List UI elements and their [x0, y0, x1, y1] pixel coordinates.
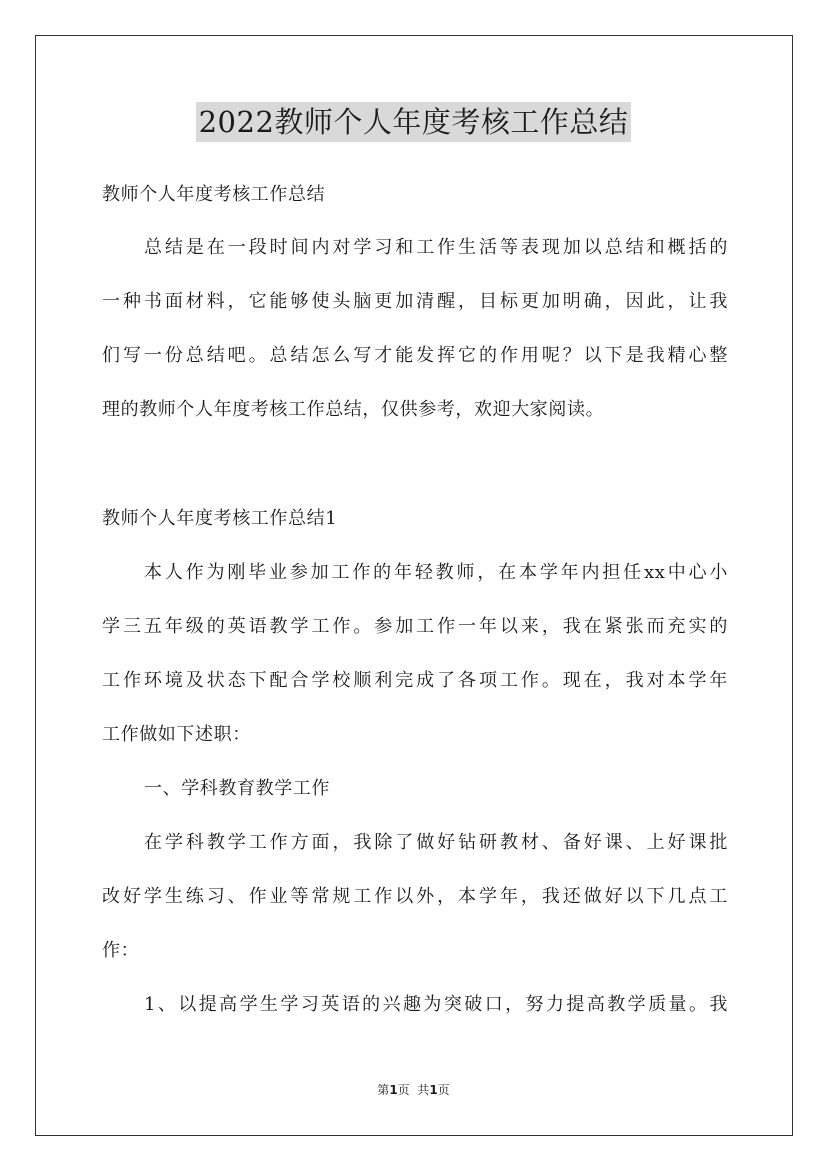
section-line: 工作环境及状态下配合学校顺利完成了各项工作。现在，我对本学年: [102, 670, 728, 691]
section-line: 本人作为刚毕业参加工作的年轻教师，在本学年内担任xx中心小: [144, 562, 728, 583]
section-line: 工作做如下述职：: [102, 724, 251, 745]
part-heading: 一、学科教育教学工作: [144, 778, 330, 799]
subtitle: 教师个人年度考核工作总结: [102, 184, 326, 205]
footer-page-current: 1: [389, 1083, 398, 1097]
intro-line: 们写一份总结吧。总结怎么写才能发挥它的作用呢？以下是我精心整: [102, 345, 728, 366]
footer-page-total: 1: [429, 1083, 438, 1097]
document-title: [0, 102, 827, 142]
intro-line: 一种书面材料，它能够使头脑更加清醒，目标更加明确，因此，让我: [102, 291, 728, 312]
part-line: 在学科教学工作方面，我除了做好钻研教材、备好课、上好课批: [144, 832, 728, 853]
document-title-text: 2022教师个人年度考核工作总结: [196, 102, 632, 142]
part-line: 改好学生练习、作业等常规工作以外，本学年，我还做好以下几点工: [102, 886, 728, 907]
item-line: 1、以提高学生学习英语的兴趣为突破口，努力提高教学质量。我: [144, 994, 728, 1015]
intro-line: 总结是在一段时间内对学习和工作生活等表现加以总结和概括的: [144, 237, 728, 258]
part-line: 作：: [102, 940, 140, 961]
footer-page-suffix: 页: [437, 1083, 450, 1097]
footer-page-mid: 页 共: [397, 1083, 430, 1097]
section-heading: 教师个人年度考核工作总结1: [102, 508, 338, 529]
intro-line: 理的教师个人年度考核工作总结，仅供参考，欢迎大家阅读。: [102, 399, 605, 420]
page-footer: [0, 1082, 827, 1098]
section-line: 学三五年级的英语教学工作。参加工作一年以来，我在紧张而充实的: [102, 616, 728, 637]
footer-page-prefix: 第: [377, 1083, 390, 1097]
